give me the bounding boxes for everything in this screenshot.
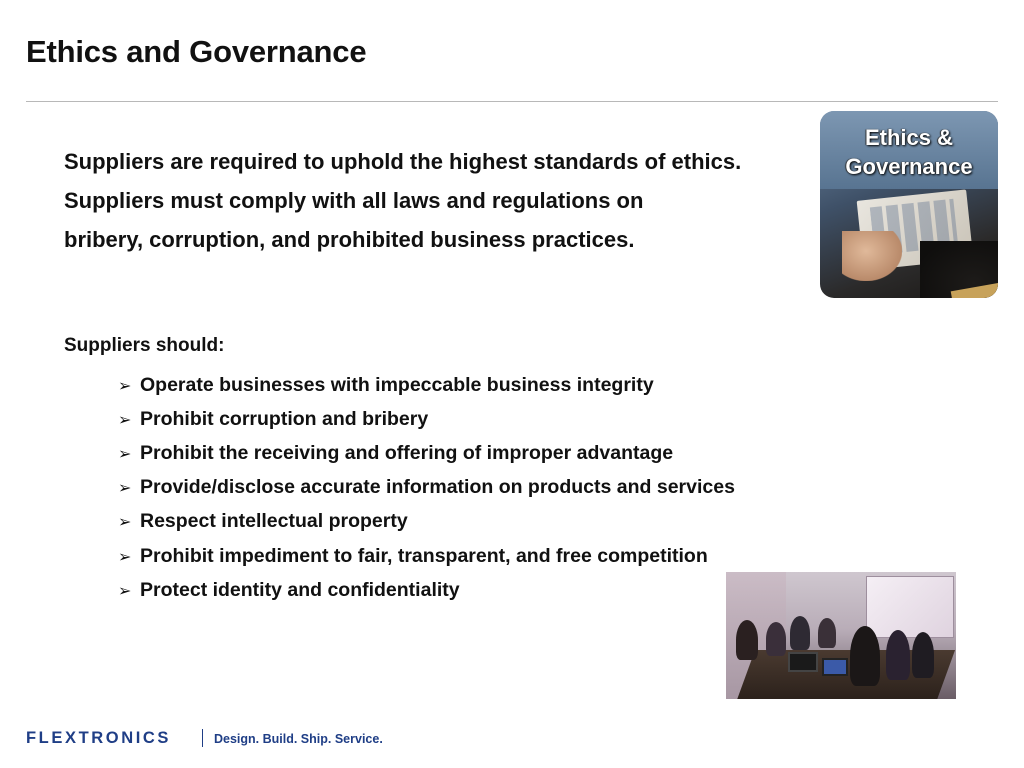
list-item (118, 573, 735, 607)
ethics-governance-badge-image (820, 111, 998, 298)
footer-separator (202, 729, 203, 747)
intro-paragraph (64, 142, 884, 259)
photo-person (766, 622, 786, 656)
list-item (118, 505, 735, 539)
arrow-bullet-icon: ➢ (118, 375, 132, 395)
badge-hand (842, 231, 902, 281)
suppliers-should-list (118, 368, 735, 607)
arrow-bullet-icon: ➢ (118, 443, 132, 463)
arrow-bullet-icon: ➢ (118, 546, 132, 566)
badge-label (820, 123, 998, 181)
photo-person (912, 632, 934, 678)
intro-line-1: Suppliers are required to uphold the highest standards of ethics. (64, 149, 742, 174)
list-item (118, 471, 735, 505)
arrow-bullet-icon: ➢ (118, 512, 132, 532)
arrow-bullet-icon: ➢ (118, 409, 132, 429)
photo-person (818, 618, 836, 648)
list-item-text: Prohibit corruption and bribery (140, 407, 429, 430)
badge-label-line-1: Ethics & (864, 125, 954, 150)
photo-monitor (788, 652, 818, 672)
badge-label-line-2: Governance (845, 154, 973, 179)
footer-tagline: Design. Build. Ship. Service. (214, 732, 383, 746)
photo-laptop (822, 658, 848, 676)
list-item-text: Respect intellectual property (140, 510, 408, 533)
photo-person (886, 630, 910, 680)
photo-person (790, 616, 810, 650)
list-item-text: Protect identity and confidentiality (140, 578, 460, 601)
list-item-text: Operate businesses with impeccable business integrity (140, 373, 654, 396)
title-divider (26, 101, 998, 102)
intro-line-3: bribery, corruption, and prohibited business practices. (64, 227, 635, 252)
arrow-bullet-icon: ➢ (118, 478, 132, 498)
list-item (118, 368, 735, 402)
list-item (118, 436, 735, 470)
list-item-text: Provide/disclose accurate information on products and services (140, 476, 735, 499)
flextronics-logo: FLEXTRONICS (26, 729, 172, 747)
photo-projection-screen (866, 576, 954, 638)
list-item (118, 402, 735, 436)
list-item (118, 539, 735, 573)
arrow-bullet-icon: ➢ (118, 580, 132, 600)
intro-line-2: Suppliers must comply with all laws and regulations on (64, 188, 644, 213)
photo-person (736, 620, 758, 660)
list-item-text: Prohibit the receiving and offering of improper advantage (140, 441, 674, 464)
suppliers-should-label: Suppliers should: (64, 335, 225, 356)
list-item-text: Prohibit impediment to fair, transparent, and free competition (140, 544, 708, 567)
slide-title: Ethics and Governance (26, 34, 367, 69)
meeting-photo (726, 572, 956, 699)
photo-person (850, 626, 880, 686)
